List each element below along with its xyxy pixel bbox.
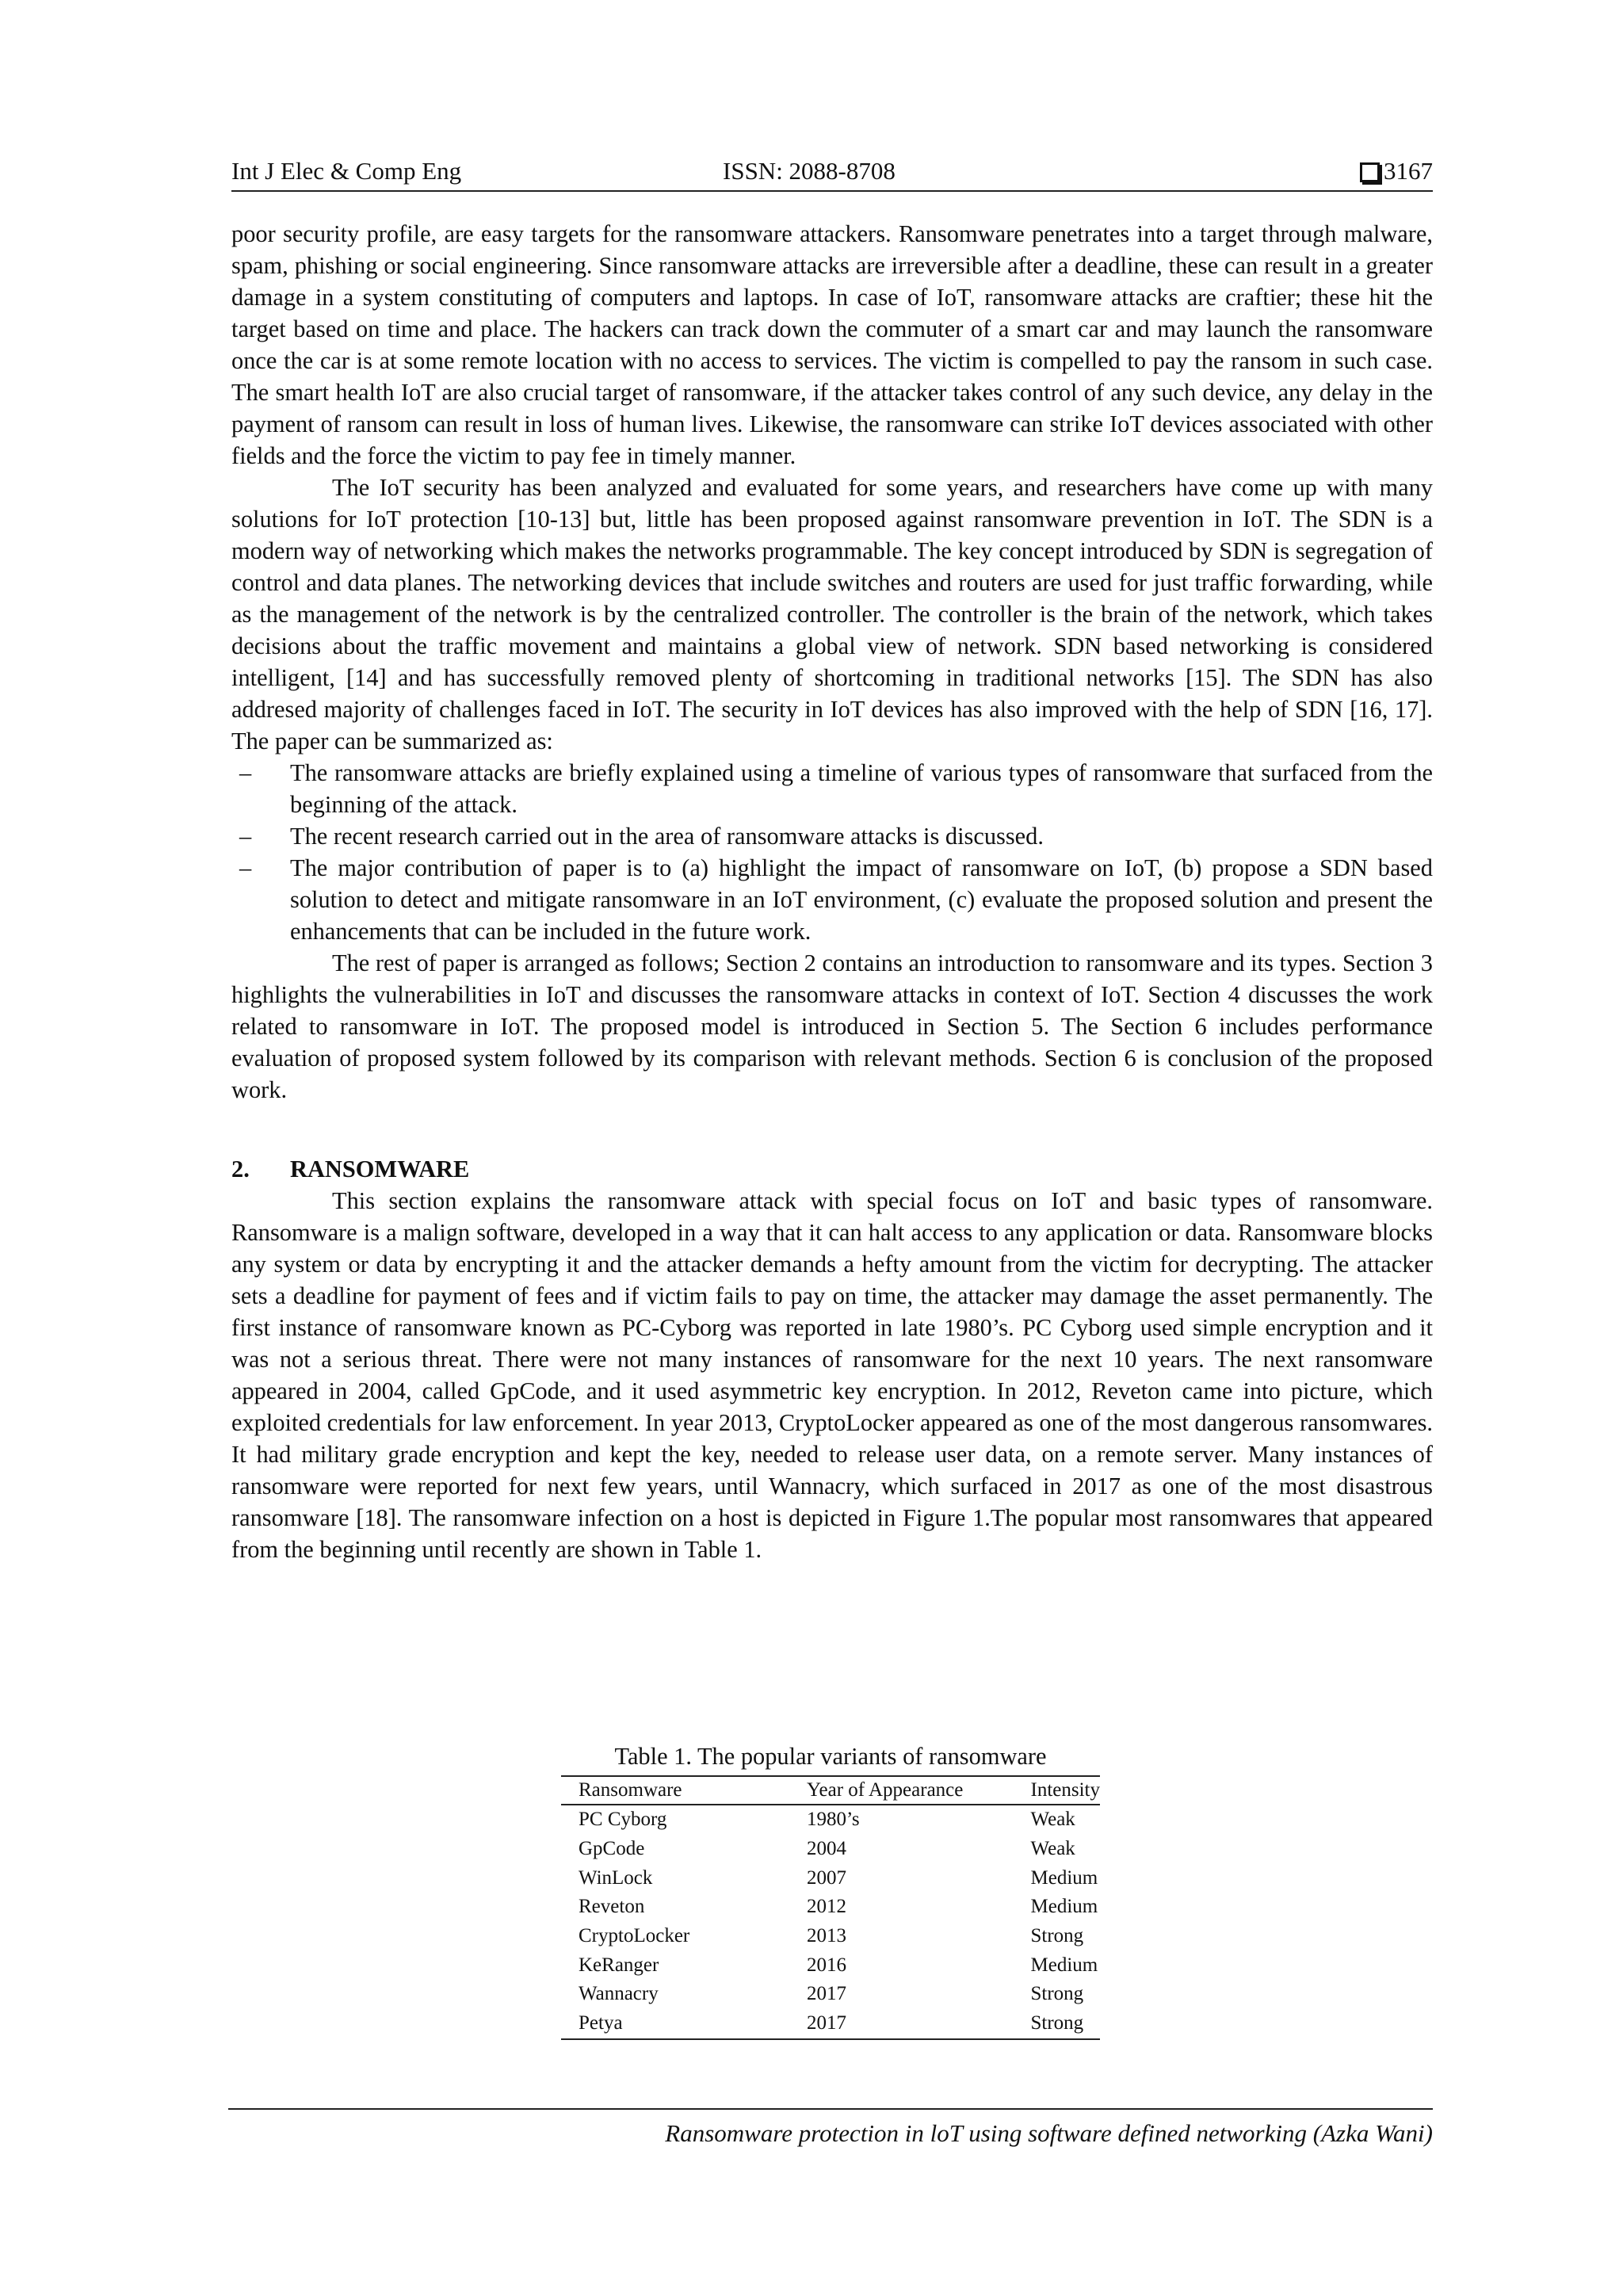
table-cell: 2017 [806, 1983, 846, 2005]
square-icon [1360, 162, 1380, 182]
running-title: Ransomware protection in loT using software defined networking (Azka Wani) [665, 2119, 1433, 2147]
table-cell: 2017 [789, 2009, 1014, 2039]
table-cell: 2004 [806, 1838, 846, 1860]
paragraph-intro-continued: poor security profile, are easy targets for the ransomware attackers. Ransomware penetrates into a target through malware, spam, phishing or social engineering. Since ransomware attacks are irreversible after a deadline, these can result in a greater damage in a system constituting of computers and laptops. In case of IoT, ransomware attacks are craftier; these hit the target based on time and place. The hackers can track down the commuter of a smart car and may launch the ransomware once the car is at some remote location with no access to services. The victim is compelled to pay the ransom in such case. The smart health IoT are also crucial target of ransomware, if the attacker takes control of any such device, any delay in the payment of ransom can result in loss of human lives. Likewise, the ransomware can strike IoT devices associated with other fields and the force the victim to pay fee in timely manner. [231, 220, 1433, 469]
table-cell: 2016 [806, 1954, 846, 1976]
table-row [561, 1835, 1100, 1864]
table-cell: 2012 [806, 1896, 846, 1918]
list-item-text: The major contribution of paper is to (a) highlight the impact of ransomware on IoT, (b) propose a SDN based solution to detect and mitigate ransomware in an IoT environment, (c) evaluate the proposed solution and present the enhancements that can be included in the future work. [290, 854, 1433, 945]
table-cell: Medium [1030, 1954, 1098, 1976]
table-cell: Medium [1030, 1866, 1098, 1889]
bullet-dash: – [239, 854, 252, 881]
page-number: 3167 [1384, 157, 1433, 185]
table-cell: Medium [1030, 1896, 1098, 1918]
table-cell: Strong [1030, 1983, 1084, 2005]
table-header-row [561, 1776, 1100, 1805]
table-row [561, 2009, 1100, 2039]
column-header: Year of Appearance [789, 1776, 1014, 1805]
table-cell: 2013 [806, 1925, 846, 1947]
contribution-list [231, 757, 1433, 947]
list-item-text: The ransomware attacks are briefly explained using a timeline of various types of ransomware that surfaced from the beginning of the attack. [290, 759, 1433, 818]
table-cell: PC Cyborg [579, 1809, 667, 1831]
table-caption: Table 1. The popular variants of ransomware [614, 1743, 1047, 1770]
table-row [561, 1893, 1100, 1922]
section-title: RANSOMWARE [290, 1156, 470, 1182]
list-item-text: The recent research carried out in the area of ransomware attacks is discussed. [290, 823, 1044, 850]
list-item [231, 820, 1433, 852]
table-cell: Strong [1030, 1925, 1084, 1947]
table-row [561, 1922, 1100, 1951]
journal-name: Int J Elec & Comp Eng [231, 157, 462, 185]
body-text [231, 218, 1433, 1565]
table-row [561, 1980, 1100, 2009]
table-cell: 1980’s [806, 1809, 860, 1831]
table-block [561, 1740, 1100, 2040]
table-cell: Reveton [579, 1896, 645, 1918]
paragraph-paper-organization: The rest of paper is arranged as follows; Section 2 contains an introduction to ransomware and its types. Section 3 highlights the vulnerabilities in IoT and discusses the ransomware attacks in context of IoT. Section 4 discusses the work related to ransomware in IoT. The proposed model is introduced in Section 5. The Section 6 includes performance evaluation of proposed system followed by its comparison with relevant methods. Section 6 is conclusion of the proposed work. [231, 949, 1433, 1103]
table-cell: CryptoLocker [579, 1925, 690, 1947]
table-row [561, 1950, 1100, 1980]
list-item [231, 852, 1433, 947]
table-row [561, 1805, 1100, 1835]
column-header: Intensity [1014, 1776, 1101, 1805]
page-header [231, 155, 1433, 192]
footer-rule [228, 2108, 1433, 2110]
table-cell: GpCode [579, 1838, 645, 1860]
column-header: Ransomware [561, 1776, 789, 1805]
section-number: 2. [231, 1156, 250, 1182]
table-cell: WinLock [579, 1866, 653, 1889]
paragraph-ransomware: This section explains the ransomware attack with special focus on IoT and basic types of ransomware. Ransomware is a malign software, developed in a way that it can halt access to any application or data. Ransomware blocks any system or data by encrypting it and the attacker demands a hefty amount from the victim for decrypting. The attacker sets a deadline for payment of fees and if victim fails to pay on time, the attacker may damage the asset permanently. The first instance of ransomware known as PC-Cyborg was reported in late 1980’s. PC Cyborg used simple encryption and it was not a serious threat. There were not many instances of ransomware for the next 10 years. The next ransomware appeared in 2004, called GpCode, and it used asymmetric key encryption. In 2012, Reveton came into picture, which exploited credentials for law enforcement. In year 2013, CryptoLocker appeared as one of the most dangerous ransomwares. It had military grade encryption and kept the key, needed to release user data, on a remote server. Many instances of ransomware were reported for next few years, until Wannacry, which surfaced in 2017 as one of the most disastrous ransomware [18]. The ransomware infection on a host is depicted in Figure 1.The popular most ransomwares that appeared from the beginning until recently are shown in Table 1. [231, 1187, 1433, 1563]
table-cell: Petya [561, 2009, 789, 2039]
table-row [561, 1863, 1100, 1893]
table-cell: Wannacry [579, 1983, 659, 2005]
section-heading [231, 1153, 1433, 1185]
table-cell: Strong [1014, 2009, 1101, 2039]
list-item [231, 757, 1433, 820]
bullet-dash: – [239, 823, 252, 850]
table-cell: Weak [1030, 1809, 1075, 1831]
paragraph-iot-security: The IoT security has been analyzed and evaluated for some years, and researchers have come up with many solutions for IoT protection [10-13] but, little has been proposed against ransomware prevention in IoT. The SDN is a modern way of networking which makes the networks programmable. The key concept introduced by SDN is segregation of control and data planes. The networking devices that include switches and routers are used for just traffic forwarding, while as the management of the network is by the centralized controller. The controller is the brain of the network, which takes decisions about the traffic movement and maintains a global view of network. SDN based networking is considered intelligent, [14] and has successfully removed plenty of shortcoming in traditional networks [15]. The SDN has also addresed majority of challenges faced in IoT. The security in IoT devices has also improved with the help of SDN [16, 17]. The paper can be summarized as: [231, 474, 1433, 755]
issn: ISSN: 2088-8708 [723, 157, 896, 185]
table-cell: 2007 [806, 1866, 846, 1889]
table-cell: KeRanger [579, 1954, 659, 1976]
table-cell: Weak [1030, 1838, 1075, 1860]
ransomware-table [561, 1775, 1100, 2040]
bullet-dash: – [239, 759, 252, 786]
